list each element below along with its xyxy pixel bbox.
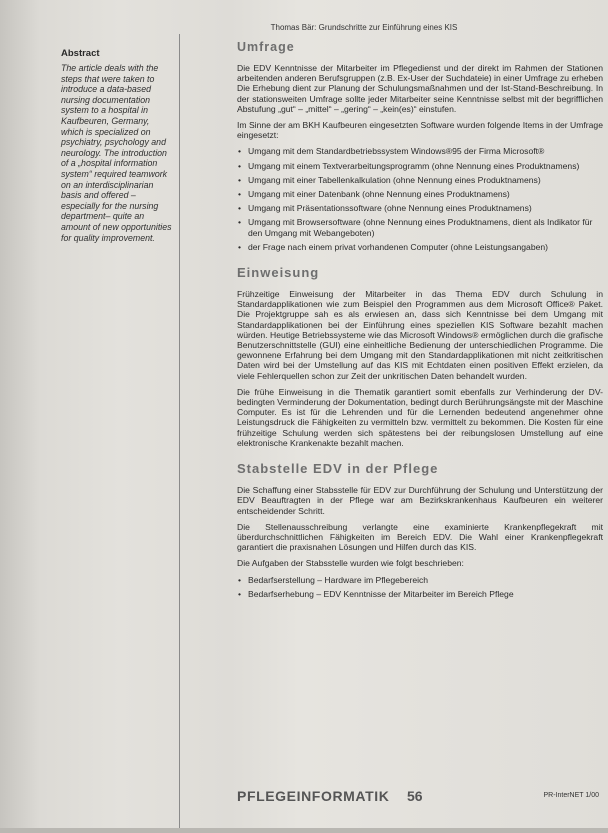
umfrage-paragraph-2: Im Sinne der am BKH Kaufbeuren eingesetzten Software wurden folgende Items in der Umfrage eingesetzt: [237, 120, 603, 141]
list-item: • Umgang mit einer Datenbank (ohne Nennung eines Produktnamens) [237, 189, 603, 199]
list-item: • der Frage nach einem privat vorhandenen Computer (ohne Leistungsangaben) [237, 242, 603, 252]
abstract-text: The article deals with the steps that were taken to introduce a data-based nursing documentation system to a hospital in Kaufbeuren, Germany, which is specialized on psychiatry, psychology and neurology. The introduction of a „hospital information system“ required teamwork on an interdisciplinarian basis and offered –especially for the nursing department– quite an amount of new opportunities for quality improvement. [61, 63, 172, 243]
einweisung-paragraph-2: Die frühe Einweisung in die Thematik garantiert somit ebenfalls zur Verhinderung der DV-bedingten Verminderung der Dokumentation, bedingt durch Berührungsängste mit der Maschine Computer. Es ist für die Lehrenden und für die Lernenden bedeutend angenehmer ohne Leistungsdruck die Fähigkeiten zu vermitteln bzw. vermittelt zu bekommen. Die Kosten für eine frühzeitige Schulung werden sich spätestens bei der reibungslosen Umstellung auf eine elektronische Krankenakte bezahlt machen. [237, 386, 603, 448]
running-title: Thomas Bär: Grundschritte zur Einführung eines KIS [270, 23, 458, 32]
page-number: 56 [407, 788, 423, 804]
page-footer [237, 788, 603, 808]
stabsstelle-paragraph-3: Die Aufgaben der Stabsstelle wurden wie folgt beschrieben: [237, 558, 464, 569]
scan-edge [0, 828, 608, 833]
journal-brand: PFLEGEINFORMATIK [237, 788, 390, 804]
list-item: • Umgang mit einem Textverarbeitungsprogramm (ohne Nennung eines Produktnamens) [237, 161, 603, 171]
stabsstelle-paragraph-1: Die Schaffung einer Stabsstelle für EDV zur Durchführung der Schulung und Unterstützung der EDV Beauftragten in der Pflege war am Bezirkskrankenhaus Kaufbeuren ein weiterer entscheidender Schritt. [237, 485, 603, 516]
section-heading-einweisung: Einweisung [237, 265, 320, 281]
abstract-sidebar [61, 34, 180, 829]
article-body [237, 34, 603, 605]
issue-label: PR-InterNET 1/00 [543, 792, 599, 799]
list-item: • Umgang mit Browsersoftware (ohne Nennung eines Produktnamens, dient als Indikator für den Umgang mit Webangeboten) [237, 217, 603, 237]
stabsstelle-paragraph-2: Die Stellenausschreibung verlangte eine examinierte Krankenpflegekraft mit überdurchschnittlichen Fähigkeiten im Bereich EDV. Die Wahl einer Krankenpflegekraft garantiert die praxisnahen Lösungen und Hilfen durch das KIS. [237, 521, 603, 553]
list-item: • Umgang mit Präsentationssoftware (ohne Nennung eines Produktnamens) [237, 203, 603, 213]
umfrage-paragraph-1: Die EDV Kenntnisse der Mitarbeiter im Pflegedienst und der direkt im Rahmen der Stationen arbeitenden anderen Berufsgruppen (z.B. Ex-User der Suchdateie) in einer Umfrage zu erheben Die Erhebung dient zur Planung der Schulungsmaßnahmen und der Ist-Stand-Beschreibung. In der stationsweiten Umfrage sollte jeder Mitarbeiter seine Kenntnisse selbst mit der begrifflichen Abstufung „gut“ – „mittel“ – „gering“ – „kein(es)“ einstufen. [237, 63, 603, 114]
list-item: • Bedarfserhebung – EDV Kenntnisse der Mitarbeiter im Bereich Pflege [237, 589, 603, 599]
section-heading-umfrage: Umfrage [237, 40, 295, 54]
running-header [0, 23, 608, 32]
list-item: • Umgang mit dem Standardbetriebssystem Windows®95 der Firma Microsoft® [237, 146, 603, 156]
stabsstelle-task-list [237, 575, 603, 599]
section-heading-stabsstelle: Stabstelle EDV in der Pflege [237, 461, 439, 477]
list-item: • Umgang mit einer Tabellenkalkulation (ohne Nennung eines Produktnamens) [237, 175, 603, 185]
list-item: • Bedarfserstellung – Hardware im Pflegebereich [237, 575, 603, 585]
einweisung-paragraph-1: Frühzeitige Einweisung der Mitarbeiter in das Thema EDV durch Schulung in Standardapplikationen wie zum Beispiel den Programmen aus dem Microsoft Office® Paket. Die Projektgruppe sah es als erwiesen an, dass sich Kenntnisse bei dem Umgang mit Standardapplikationen bei der Einführung eines speziellen KIS Software bezahlt machen würden. Heutige Betriebssysteme wie das Microsoft Windows® ermöglichen durch die grafische Benutzerschnittstelle (GUI) eine einheitliche Bedienung der unterschiedlichen Programme. Die gewonnene Erfahrung bei dem Umgang mit den Standardapplikationen mit nicht zeitkritischen Daten wird bei der Umstellung auf das KIS mit Echtdaten einen positiven Effekt erzielen, da viele Fehlerquellen schon zur Zeit der unkritischen Daten behandelt wurden. [237, 289, 603, 381]
abstract-heading: Abstract [61, 48, 100, 59]
umfrage-item-list [237, 146, 603, 252]
